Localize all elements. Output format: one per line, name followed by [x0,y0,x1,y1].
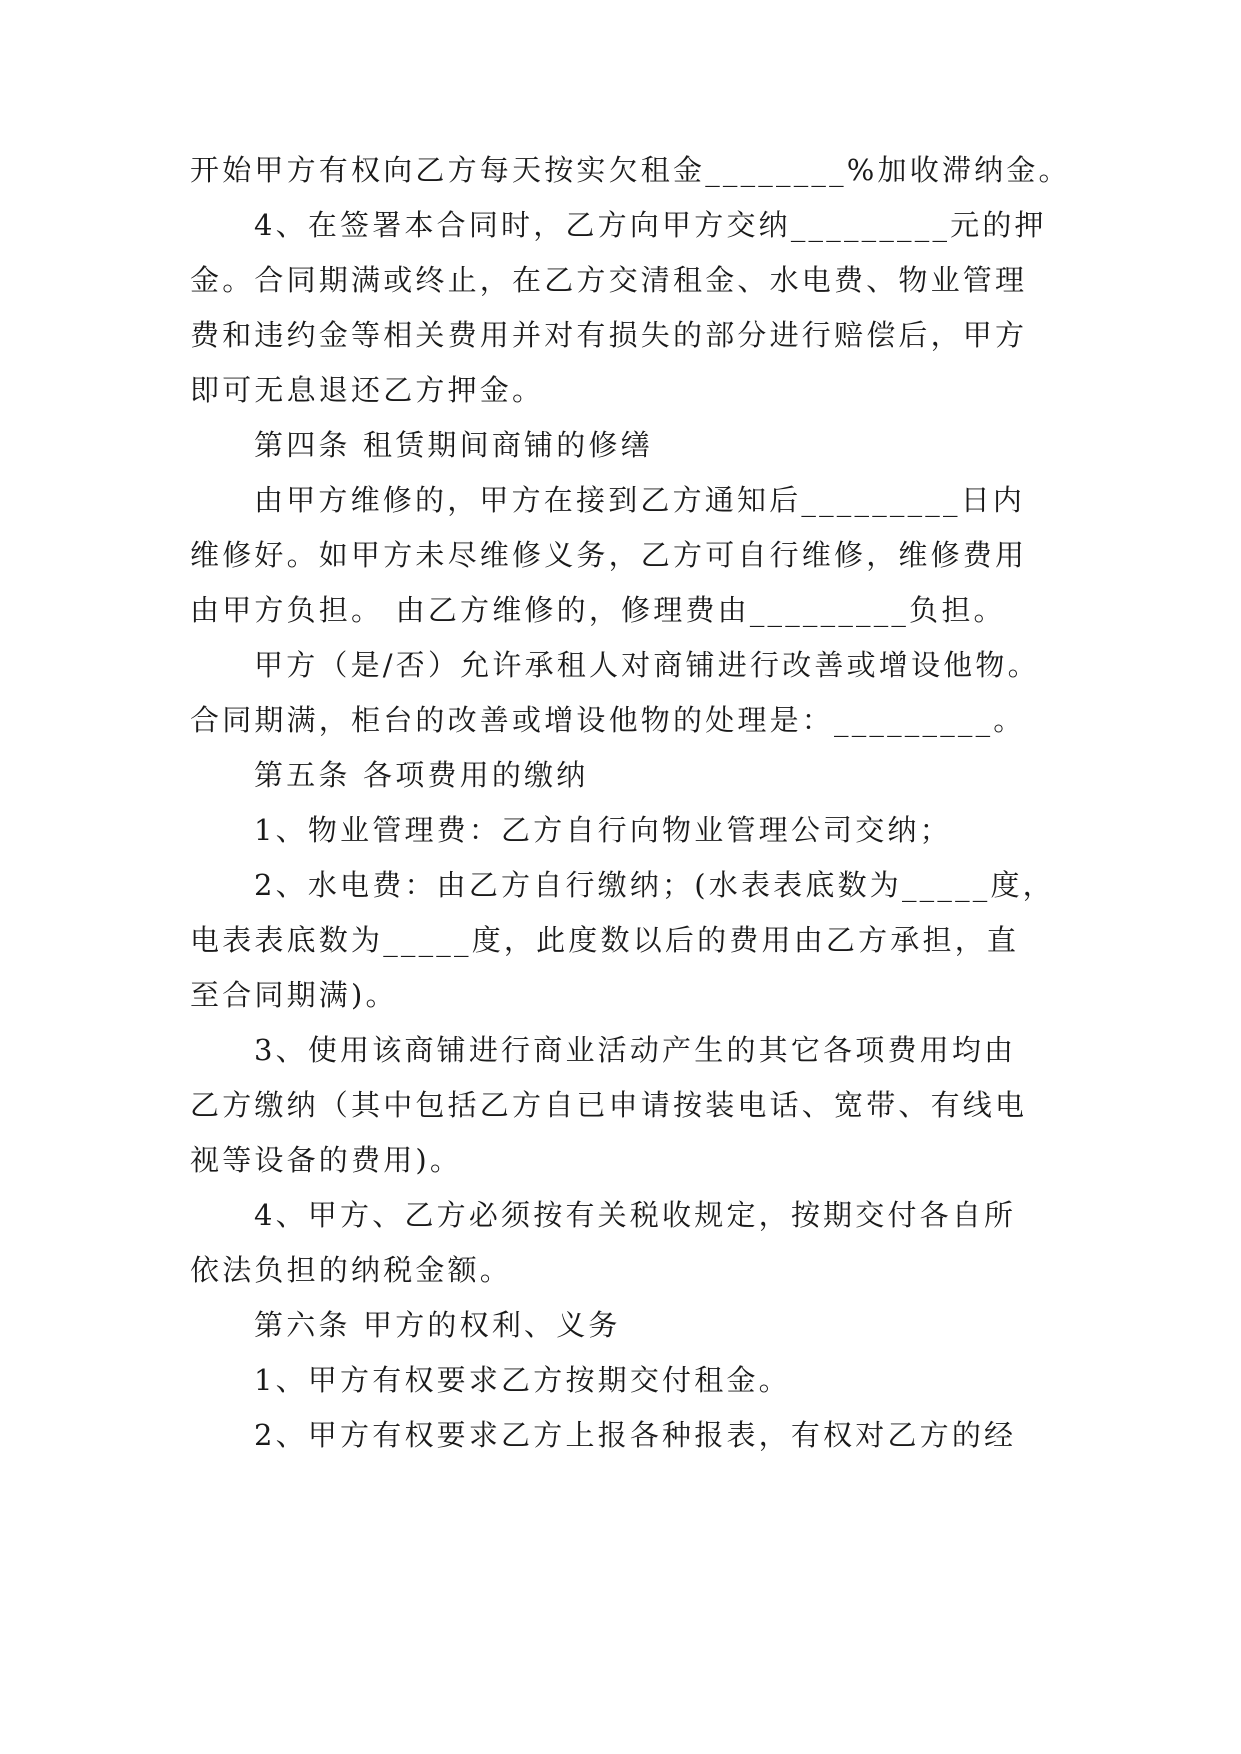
paragraph-line: 2、水电费：由乙方自行缴纳；(水表表底数为_____度， [254,868,1055,902]
paragraph-line: 即可无息退还乙方押金。 [190,373,545,407]
paragraph-line: 甲方（是/否）允许承租人对商铺进行改善或增设他物。 [254,648,1040,682]
paragraph-line: 金。合同期满或终止，在乙方交清租金、水电费、物业管理 [190,263,1028,297]
paragraph-line: 2、甲方有权要求乙方上报各种报表，有权对乙方的经 [254,1418,1017,1452]
section-heading: 第五条 各项费用的缴纳 [254,758,589,792]
paragraph-line: 依法负担的纳税金额。 [190,1253,513,1287]
paragraph-line: 维修好。如甲方未尽维修义务，乙方可自行维修，维修费用 [190,538,1028,572]
paragraph-line: 费和违约金等相关费用并对有损失的部分进行赔偿后，甲方 [190,318,1028,352]
paragraph-line: 4、甲方、乙方必须按有关税收规定，按期交付各自所 [254,1198,1017,1232]
paragraph-line: 1、物业管理费：乙方自行向物业管理公司交纳； [254,813,952,847]
paragraph-line: 至合同期满)。 [190,978,398,1012]
section-heading: 第四条 租赁期间商铺的修缮 [254,428,653,462]
paragraph-line: 合同期满，柜台的改善或增设他物的处理是：_________。 [190,703,1026,737]
paragraph-line: 开始甲方有权向乙方每天按实欠租金________%加收滞纳金。 [190,153,1071,187]
paragraph-line: 3、使用该商铺进行商业活动产生的其它各项费用均由 [254,1033,1017,1067]
section-heading: 第六条 甲方的权利、义务 [254,1308,621,1342]
paragraph-line: 4、在签署本合同时，乙方向甲方交纳_________元的押 [254,208,1047,242]
paragraph-line: 电表表底数为_____度，此度数以后的费用由乙方承担，直 [190,923,1020,957]
paragraph-line: 乙方缴纳（其中包括乙方自已申请按装电话、宽带、有线电 [190,1088,1028,1122]
paragraph-line: 1、甲方有权要求乙方按期交付租金。 [254,1363,791,1397]
paragraph-line: 视等设备的费用)。 [190,1143,463,1177]
paragraph-line: 由甲方维修的，甲方在接到乙方通知后_________日内 [254,483,1026,517]
paragraph-line: 由甲方负担。 由乙方维修的，修理费由_________负担。 [190,593,1006,627]
